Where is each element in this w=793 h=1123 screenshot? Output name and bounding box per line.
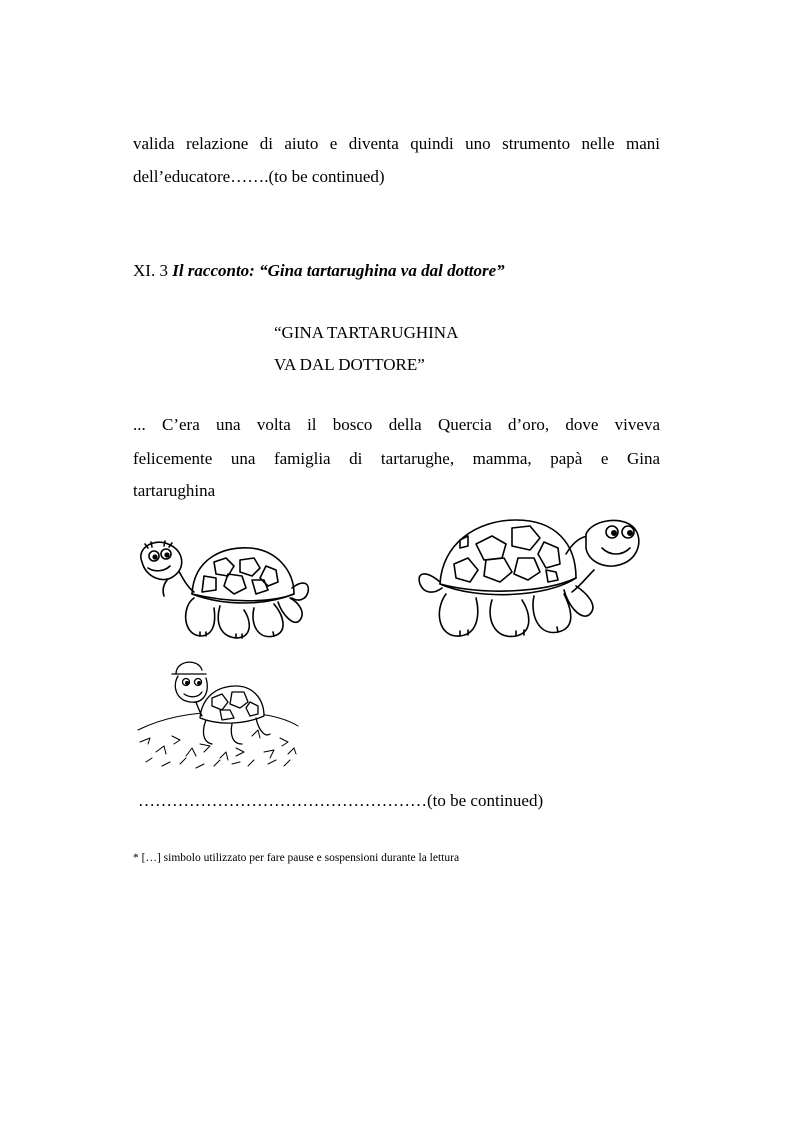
turtle-with-cap-icon <box>136 656 300 770</box>
continuation-line: ……………………………………………(to be continued) <box>138 791 544 810</box>
story-line-3: tartarughina <box>133 481 216 500</box>
big-turtle-icon <box>416 514 644 644</box>
section-title: Il racconto: “Gina tartarughina va dal dottore” <box>172 261 505 280</box>
turtle-with-eyelashes-icon <box>134 536 312 644</box>
story-title-line-1: “GINA TARTARUGHINA <box>274 323 459 342</box>
section-heading <box>133 260 505 282</box>
footnote: * […] simbolo utilizzato per fare pause e sospensioni durante la lettura <box>133 852 460 864</box>
intro-line-1: valida relazione di aiuto e diventa quindi uno strumento nelle mani <box>133 134 660 153</box>
story-line-1: ... C’era una volta il bosco della Quercia d’oro, dove viveva <box>133 415 660 434</box>
intro-line-2: dell’educatore…….(to be continued) <box>133 167 385 186</box>
story-title-line-2: VA DAL DOTTORE” <box>274 355 425 374</box>
section-number: XI. 3 <box>133 261 168 280</box>
story-line-2: felicemente una famiglia di tartarughe, mamma, papà e Gina <box>133 449 660 468</box>
